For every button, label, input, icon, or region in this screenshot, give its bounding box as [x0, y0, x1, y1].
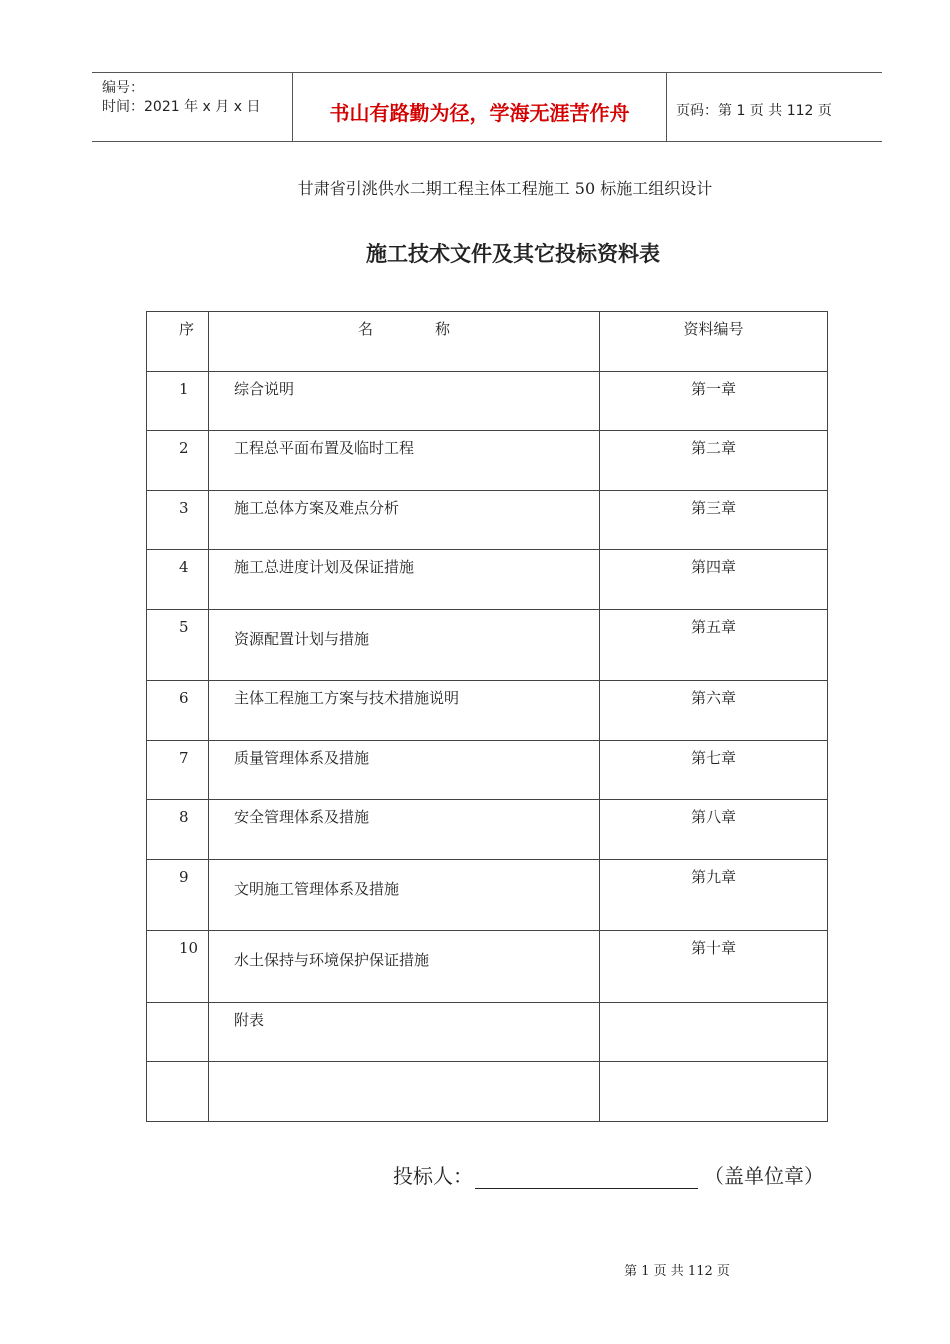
table-header-row	[147, 312, 828, 372]
header-seq: 序	[147, 312, 209, 372]
row-name: 施工总体方案及难点分析	[209, 490, 600, 550]
table-row	[147, 931, 828, 1003]
header-name-part-b: 称	[435, 320, 451, 338]
table-row	[147, 609, 828, 681]
row-chapter: 第九章	[600, 859, 828, 931]
document-time-label: 时间：2021 年 x 月 x 日	[102, 99, 261, 115]
row-name	[209, 1062, 600, 1122]
row-seq: 7	[147, 740, 209, 800]
document-code-label: 编号：	[102, 80, 144, 96]
row-chapter: 第十章	[600, 931, 828, 1003]
signature-line	[475, 1164, 698, 1189]
row-seq: 9	[147, 859, 209, 931]
header-pager-cell	[666, 73, 882, 141]
table-row	[147, 1062, 828, 1122]
page-header	[92, 72, 882, 142]
document-title: 施工技术文件及其它投标资料表	[366, 241, 660, 266]
row-name: 安全管理体系及措施	[209, 800, 600, 860]
table-row	[147, 859, 828, 931]
row-seq: 2	[147, 431, 209, 491]
slogan: 书山有路勤为径，学海无涯苦作舟	[329, 101, 630, 125]
row-name: 水土保持与环境保护保证措施	[209, 931, 600, 1003]
row-name: 施工总进度计划及保证措施	[209, 550, 600, 610]
header-meta-cell	[92, 73, 292, 141]
row-chapter: 第四章	[600, 550, 828, 610]
row-seq	[147, 1062, 209, 1122]
header-slogan-cell	[292, 73, 667, 141]
footer-page-number: 第 1 页 共 112 页	[624, 1264, 730, 1279]
row-seq: 8	[147, 800, 209, 860]
row-chapter: 第一章	[600, 371, 828, 431]
row-seq: 10	[147, 931, 209, 1003]
page-counter: 页码：第 1 页 共 112 页	[676, 103, 832, 119]
row-chapter	[600, 1002, 828, 1062]
table-row	[147, 1002, 828, 1062]
table-row	[147, 431, 828, 491]
table-row	[147, 740, 828, 800]
row-seq: 1	[147, 371, 209, 431]
page-footer	[0, 1260, 950, 1279]
project-title: 甘肃省引洮供水二期工程主体工程施工 50 标施工组织设计	[297, 179, 713, 198]
row-name: 工程总平面布置及临时工程	[209, 431, 600, 491]
row-chapter: 第三章	[600, 490, 828, 550]
row-name: 文明施工管理体系及措施	[209, 859, 600, 931]
row-chapter: 第五章	[600, 609, 828, 681]
row-chapter: 第八章	[600, 800, 828, 860]
signature-block	[393, 1160, 824, 1189]
table-row	[147, 371, 828, 431]
table-row	[147, 681, 828, 741]
row-chapter: 第七章	[600, 740, 828, 800]
row-chapter	[600, 1062, 828, 1122]
row-seq	[147, 1002, 209, 1062]
row-seq: 4	[147, 550, 209, 610]
row-chapter: 第二章	[600, 431, 828, 491]
documents-table	[146, 311, 828, 1122]
row-name: 综合说明	[209, 371, 600, 431]
row-name: 质量管理体系及措施	[209, 740, 600, 800]
row-seq: 5	[147, 609, 209, 681]
header-code: 资料编号	[600, 312, 828, 372]
row-seq: 3	[147, 490, 209, 550]
row-seq: 6	[147, 681, 209, 741]
row-name: 主体工程施工方案与技术措施说明	[209, 681, 600, 741]
header-name-part-a: 名	[357, 320, 373, 338]
row-name: 资源配置计划与措施	[209, 609, 600, 681]
signature-label: 投标人：	[393, 1164, 473, 1188]
header-name	[209, 312, 600, 372]
row-name: 附表	[209, 1002, 600, 1062]
signature-suffix: （盖单位章）	[704, 1164, 824, 1188]
table-row	[147, 490, 828, 550]
table-row	[147, 550, 828, 610]
table-row	[147, 800, 828, 860]
row-chapter: 第六章	[600, 681, 828, 741]
